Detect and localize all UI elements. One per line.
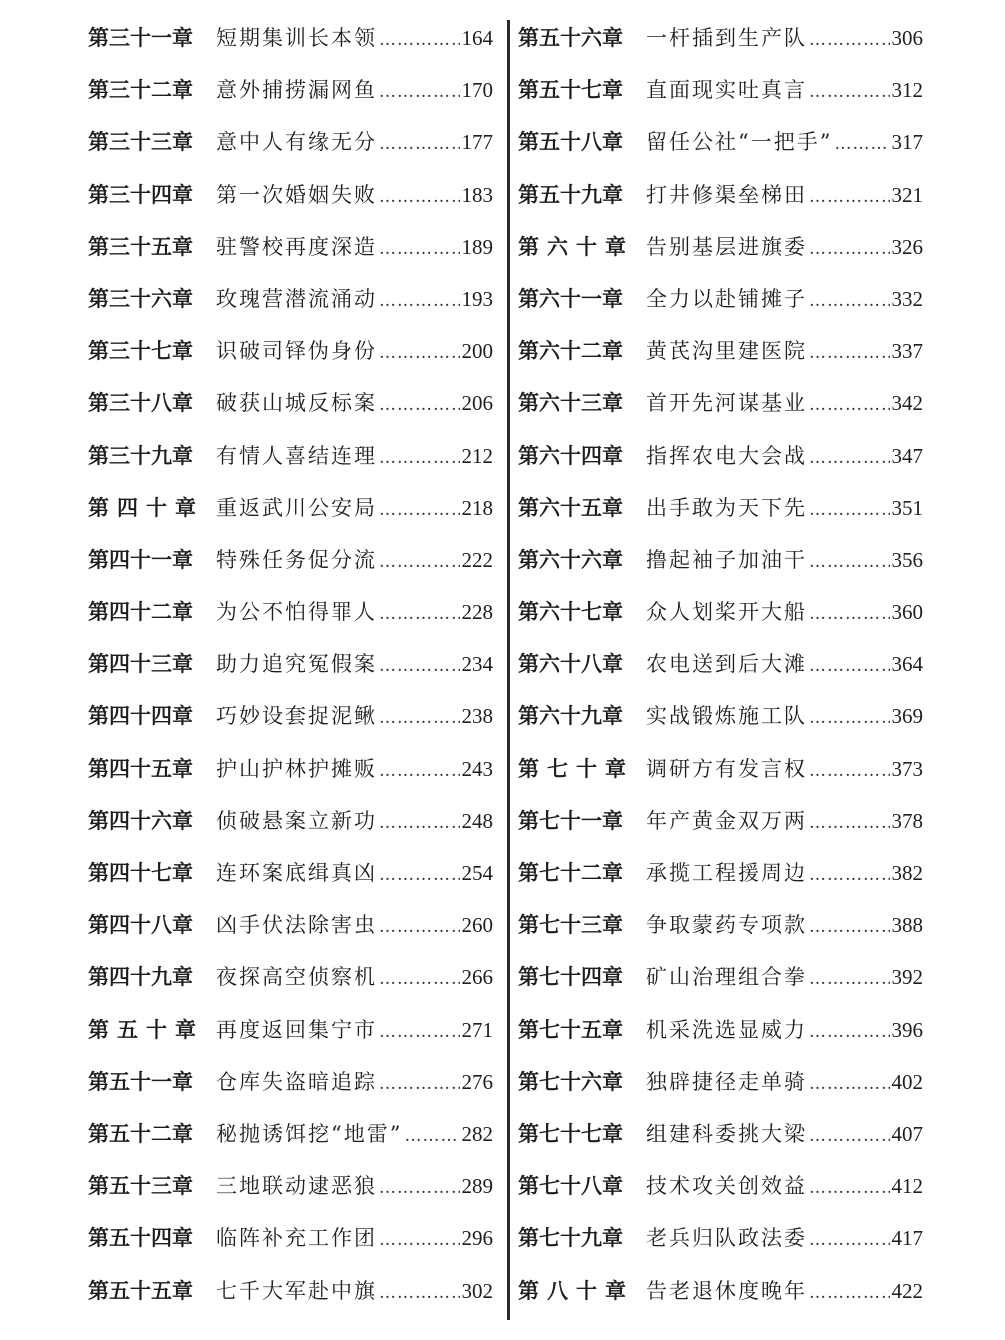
dot-leader <box>379 1006 460 1058</box>
chapter-title: 年产黄金双万两 <box>646 808 807 833</box>
chapter-number: 第四十八章 <box>88 912 193 938</box>
chapter-title: 驻警校再度深造 <box>216 234 377 259</box>
toc-entry <box>518 64 923 116</box>
toc-entry <box>88 169 493 221</box>
chapter-title: 连环案底缉真凶 <box>216 861 377 885</box>
chapter-number: 第三十六章 <box>88 285 193 311</box>
dot-leader <box>809 379 890 431</box>
page-number: 271 <box>461 1017 493 1042</box>
chapter-number: 第八十章 <box>518 1277 634 1303</box>
chapter-number: 第五十四章 <box>88 1225 193 1251</box>
page-number: 206 <box>461 391 493 416</box>
chapter-number: 第七十六章 <box>518 1068 623 1094</box>
page-number: 417 <box>891 1226 923 1251</box>
chapter-number: 第五十三章 <box>88 1173 193 1199</box>
toc-entry <box>88 638 493 690</box>
chapter-title: 巧妙设套捉泥鳅 <box>216 704 377 729</box>
toc-entry <box>518 116 923 168</box>
page-number: 347 <box>891 443 923 468</box>
chapter-title: 留任公社“一把手” <box>646 130 833 155</box>
toc-entry <box>88 1056 493 1108</box>
dot-leader <box>809 14 890 66</box>
page-number: 337 <box>891 339 923 364</box>
dot-leader <box>379 1267 460 1319</box>
chapter-number: 第六十五章 <box>518 494 623 520</box>
chapter-number: 第四十七章 <box>88 860 193 885</box>
dot-leader <box>379 1214 460 1266</box>
page-number: 254 <box>461 861 493 885</box>
chapter-number: 第三十三章 <box>88 129 193 155</box>
dot-leader <box>809 692 890 744</box>
toc-entry <box>518 951 923 1003</box>
dot-leader <box>379 14 460 66</box>
toc-entry <box>88 586 493 638</box>
dot-leader <box>809 1110 890 1162</box>
toc-entry <box>88 221 493 273</box>
toc-entry <box>518 169 923 221</box>
chapter-title: 承揽工程援周边 <box>646 861 807 885</box>
toc-entry <box>88 325 493 377</box>
dot-leader <box>809 1006 890 1058</box>
page-number: 282 <box>461 1121 493 1146</box>
dot-leader <box>379 484 460 536</box>
chapter-number: 第三十九章 <box>88 442 193 468</box>
chapter-number: 第七十章 <box>518 755 634 781</box>
dot-leader <box>379 1162 460 1214</box>
toc-entry <box>518 377 923 429</box>
page-number: 189 <box>461 234 493 259</box>
chapter-title: 首开先河谋基业 <box>646 391 807 416</box>
chapter-title: 黄芪沟里建医院 <box>646 339 807 364</box>
page-number: 388 <box>891 913 923 938</box>
page-number: 193 <box>461 286 493 311</box>
chapter-number: 第六十九章 <box>518 703 623 729</box>
dot-leader <box>809 1214 890 1266</box>
toc-right-column <box>518 12 923 1317</box>
chapter-number: 第四十四章 <box>88 703 193 729</box>
dot-leader <box>809 66 890 118</box>
page-number: 402 <box>891 1069 923 1094</box>
toc-entry <box>518 690 923 742</box>
toc-entry <box>518 273 923 325</box>
chapter-number: 第四十一章 <box>88 546 193 572</box>
chapter-title: 告老退休度晚年 <box>646 1278 807 1303</box>
page-number: 373 <box>891 756 923 781</box>
toc-entry <box>88 690 493 742</box>
dot-leader <box>834 118 889 170</box>
chapter-number: 第七十二章 <box>518 860 623 885</box>
chapter-number: 第三十五章 <box>88 233 193 259</box>
dot-leader <box>809 1267 890 1319</box>
toc-entry <box>518 221 923 273</box>
chapter-number: 第六十四章 <box>518 442 623 468</box>
page-number: 164 <box>461 26 493 50</box>
page-number: 296 <box>461 1226 493 1251</box>
chapter-number: 第五十九章 <box>518 181 623 207</box>
chapter-title: 重返武川公安局 <box>216 495 377 520</box>
chapter-number: 第四十五章 <box>88 755 193 781</box>
toc-entry <box>88 534 493 586</box>
page-number: 238 <box>461 704 493 729</box>
dot-leader <box>379 171 460 223</box>
chapter-title: 助力追究冤假案 <box>216 652 377 677</box>
dot-leader <box>379 953 460 1005</box>
toc-entry <box>518 1160 923 1212</box>
dot-leader <box>809 1058 890 1110</box>
chapter-number: 第七十五章 <box>518 1016 623 1042</box>
toc-entry <box>518 12 923 64</box>
dot-leader <box>379 1058 460 1110</box>
dot-leader <box>379 588 460 640</box>
dot-leader <box>379 379 460 431</box>
dot-leader <box>809 432 890 484</box>
toc-entry <box>88 377 493 429</box>
column-divider <box>507 20 510 1320</box>
toc-entry <box>518 1212 923 1264</box>
chapter-number: 第六十章 <box>518 233 634 259</box>
chapter-number: 第六十一章 <box>518 285 623 311</box>
toc-entry <box>88 482 493 534</box>
page-number: 306 <box>891 26 923 50</box>
dot-leader <box>809 901 890 953</box>
page-number: 407 <box>891 1121 923 1146</box>
page-number: 364 <box>891 652 923 677</box>
page-number: 234 <box>461 652 493 677</box>
dot-leader <box>379 536 460 588</box>
toc-entry <box>88 116 493 168</box>
chapter-title: 七千大军赴中旗 <box>216 1278 377 1303</box>
dot-leader <box>809 171 890 223</box>
dot-leader <box>404 1110 459 1162</box>
chapter-title: 打井修渠垒梯田 <box>646 182 807 207</box>
page-number: 228 <box>461 600 493 625</box>
toc-entry <box>88 899 493 951</box>
page-number: 212 <box>461 443 493 468</box>
toc-entry <box>88 1265 493 1317</box>
page-number: 200 <box>461 339 493 364</box>
chapter-number: 第七十一章 <box>518 807 623 833</box>
chapter-title: 全力以赴铺摊子 <box>646 286 807 311</box>
dot-leader <box>809 640 890 692</box>
chapter-number: 第四十章 <box>88 494 204 520</box>
page-number: 396 <box>891 1017 923 1042</box>
page-number: 360 <box>891 600 923 625</box>
toc-entry <box>518 743 923 795</box>
toc-entry <box>518 1265 923 1317</box>
chapter-number: 第三十八章 <box>88 390 193 416</box>
page-number: 422 <box>891 1278 923 1303</box>
chapter-number: 第五十七章 <box>518 77 623 103</box>
dot-leader <box>809 536 890 588</box>
toc-entry <box>88 743 493 795</box>
page-number: 183 <box>461 182 493 207</box>
chapter-title: 秘抛诱饵挖“地雷” <box>216 1121 403 1146</box>
toc-entry <box>88 1160 493 1212</box>
toc-entry <box>88 64 493 116</box>
toc-entry <box>518 899 923 951</box>
chapter-number: 第五十六章 <box>518 25 623 50</box>
chapter-title: 告别基层进旗委 <box>646 234 807 259</box>
dot-leader <box>379 327 460 379</box>
page-number: 332 <box>891 286 923 311</box>
dot-leader <box>809 1162 890 1214</box>
page-number: 248 <box>461 808 493 833</box>
chapter-title: 破获山城反标案 <box>216 391 377 416</box>
chapter-title: 直面现实吐真言 <box>646 78 807 103</box>
chapter-number: 第五十二章 <box>88 1120 193 1146</box>
chapter-title: 出手敢为天下先 <box>646 495 807 520</box>
toc-entry <box>88 847 493 899</box>
chapter-number: 第三十一章 <box>88 25 193 50</box>
page-number: 351 <box>891 495 923 520</box>
page-number: 317 <box>891 130 923 155</box>
dot-leader <box>379 275 460 327</box>
chapter-number: 第三十二章 <box>88 77 193 103</box>
chapter-number: 第六十七章 <box>518 599 623 625</box>
chapter-number: 第六十二章 <box>518 338 623 364</box>
toc-entry <box>518 847 923 899</box>
toc-entry <box>518 534 923 586</box>
chapter-number: 第五十八章 <box>518 129 623 155</box>
page-number: 266 <box>461 965 493 990</box>
dot-leader <box>809 849 890 901</box>
page-number: 412 <box>891 1174 923 1199</box>
page-number: 243 <box>461 756 493 781</box>
chapter-title: 临阵补充工作团 <box>216 1226 377 1251</box>
page-number: 321 <box>891 182 923 207</box>
dot-leader <box>379 223 460 275</box>
chapter-title: 再度返回集宁市 <box>216 1017 377 1042</box>
chapter-number: 第七十九章 <box>518 1225 623 1251</box>
dot-leader <box>379 432 460 484</box>
page-number: 382 <box>891 861 923 885</box>
chapter-title: 指挥农电大会战 <box>646 443 807 468</box>
page-number: 392 <box>891 965 923 990</box>
toc-entry <box>518 1056 923 1108</box>
page-number: 326 <box>891 234 923 259</box>
page-number: 170 <box>461 78 493 103</box>
toc-entry <box>518 586 923 638</box>
dot-leader <box>379 797 460 849</box>
chapter-title: 老兵归队政法委 <box>646 1226 807 1251</box>
chapter-title: 实战锻炼施工队 <box>646 704 807 729</box>
dot-leader <box>809 275 890 327</box>
toc-left-column <box>88 12 493 1317</box>
dot-leader <box>809 745 890 797</box>
toc-entry <box>518 325 923 377</box>
toc-entry <box>518 1108 923 1160</box>
chapter-number: 第四十九章 <box>88 964 193 990</box>
chapter-title: 夜探高空侦察机 <box>216 965 377 990</box>
chapter-number: 第六十三章 <box>518 390 623 416</box>
toc-entry <box>88 795 493 847</box>
toc-entry <box>88 951 493 1003</box>
dot-leader <box>379 901 460 953</box>
chapter-number: 第三十七章 <box>88 338 193 364</box>
chapter-number: 第五十章 <box>88 1016 204 1042</box>
chapter-title: 凶手伏法除害虫 <box>216 913 377 938</box>
chapter-title: 意中人有缘无分 <box>216 130 377 155</box>
chapter-title: 第一次婚姻失败 <box>216 182 377 207</box>
chapter-number: 第四十六章 <box>88 807 193 833</box>
toc-entry <box>518 795 923 847</box>
dot-leader <box>379 745 460 797</box>
page-number: 289 <box>461 1174 493 1199</box>
toc-entry <box>88 273 493 325</box>
dot-leader <box>379 640 460 692</box>
page-number: 302 <box>461 1278 493 1303</box>
chapter-number: 第七十三章 <box>518 912 623 938</box>
chapter-title: 短期集训长本领 <box>216 26 377 50</box>
toc-entry <box>518 430 923 482</box>
toc-entry <box>88 1212 493 1264</box>
toc-entry <box>88 430 493 482</box>
page-number: 342 <box>891 391 923 416</box>
dot-leader <box>809 223 890 275</box>
dot-leader <box>379 66 460 118</box>
chapter-title: 矿山治理组合拳 <box>646 965 807 990</box>
page-number: 356 <box>891 547 923 572</box>
chapter-number: 第三十四章 <box>88 181 193 207</box>
chapter-number: 第七十八章 <box>518 1173 623 1199</box>
toc-entry <box>88 12 493 64</box>
chapter-title: 一杆插到生产队 <box>646 26 807 50</box>
chapter-title: 争取蒙药专项款 <box>646 913 807 938</box>
chapter-title: 识破司铎伪身份 <box>216 339 377 364</box>
chapter-number: 第七十四章 <box>518 964 623 990</box>
chapter-number: 第七十七章 <box>518 1120 623 1146</box>
page-number: 276 <box>461 1069 493 1094</box>
dot-leader <box>379 849 460 901</box>
chapter-title: 意外捕捞漏网鱼 <box>216 78 377 103</box>
page-number: 218 <box>461 495 493 520</box>
dot-leader <box>809 588 890 640</box>
chapter-title: 仓库失盗暗追踪 <box>216 1069 377 1094</box>
page-number: 222 <box>461 547 493 572</box>
toc-entry <box>518 482 923 534</box>
chapter-number: 第四十三章 <box>88 651 193 677</box>
chapter-number: 第四十二章 <box>88 599 193 625</box>
chapter-title: 玫瑰营潜流涌动 <box>216 286 377 311</box>
chapter-title: 调研方有发言权 <box>646 756 807 781</box>
chapter-title: 众人划桨开大船 <box>646 600 807 625</box>
dot-leader <box>379 692 460 744</box>
chapter-title: 为公不怕得罪人 <box>216 600 377 625</box>
chapter-title: 机采洗选显威力 <box>646 1017 807 1042</box>
chapter-title: 三地联动逮恶狼 <box>216 1174 377 1199</box>
page-number: 378 <box>891 808 923 833</box>
page-number: 312 <box>891 78 923 103</box>
chapter-title: 农电送到后大滩 <box>646 652 807 677</box>
page-number: 177 <box>461 130 493 155</box>
page-number: 260 <box>461 913 493 938</box>
dot-leader <box>809 797 890 849</box>
toc-entry <box>518 638 923 690</box>
chapter-number: 第六十八章 <box>518 651 623 677</box>
chapter-title: 技术攻关创效益 <box>646 1174 807 1199</box>
page-number: 369 <box>891 704 923 729</box>
chapter-number: 第六十六章 <box>518 546 623 572</box>
chapter-title: 独辟捷径走单骑 <box>646 1069 807 1094</box>
chapter-number: 第五十一章 <box>88 1068 193 1094</box>
chapter-number: 第五十五章 <box>88 1277 193 1303</box>
dot-leader <box>809 484 890 536</box>
toc-entry <box>88 1004 493 1056</box>
chapter-title: 护山护林护摊贩 <box>216 756 377 781</box>
chapter-title: 撸起袖子加油干 <box>646 547 807 572</box>
chapter-title: 组建科委挑大梁 <box>646 1121 807 1146</box>
dot-leader <box>809 953 890 1005</box>
toc-entry <box>88 1108 493 1160</box>
chapter-title: 特殊任务促分流 <box>216 547 377 572</box>
chapter-title: 侦破悬案立新功 <box>216 808 377 833</box>
toc-entry <box>518 1004 923 1056</box>
chapter-title: 有情人喜结连理 <box>216 443 377 468</box>
dot-leader <box>379 118 460 170</box>
dot-leader <box>809 327 890 379</box>
